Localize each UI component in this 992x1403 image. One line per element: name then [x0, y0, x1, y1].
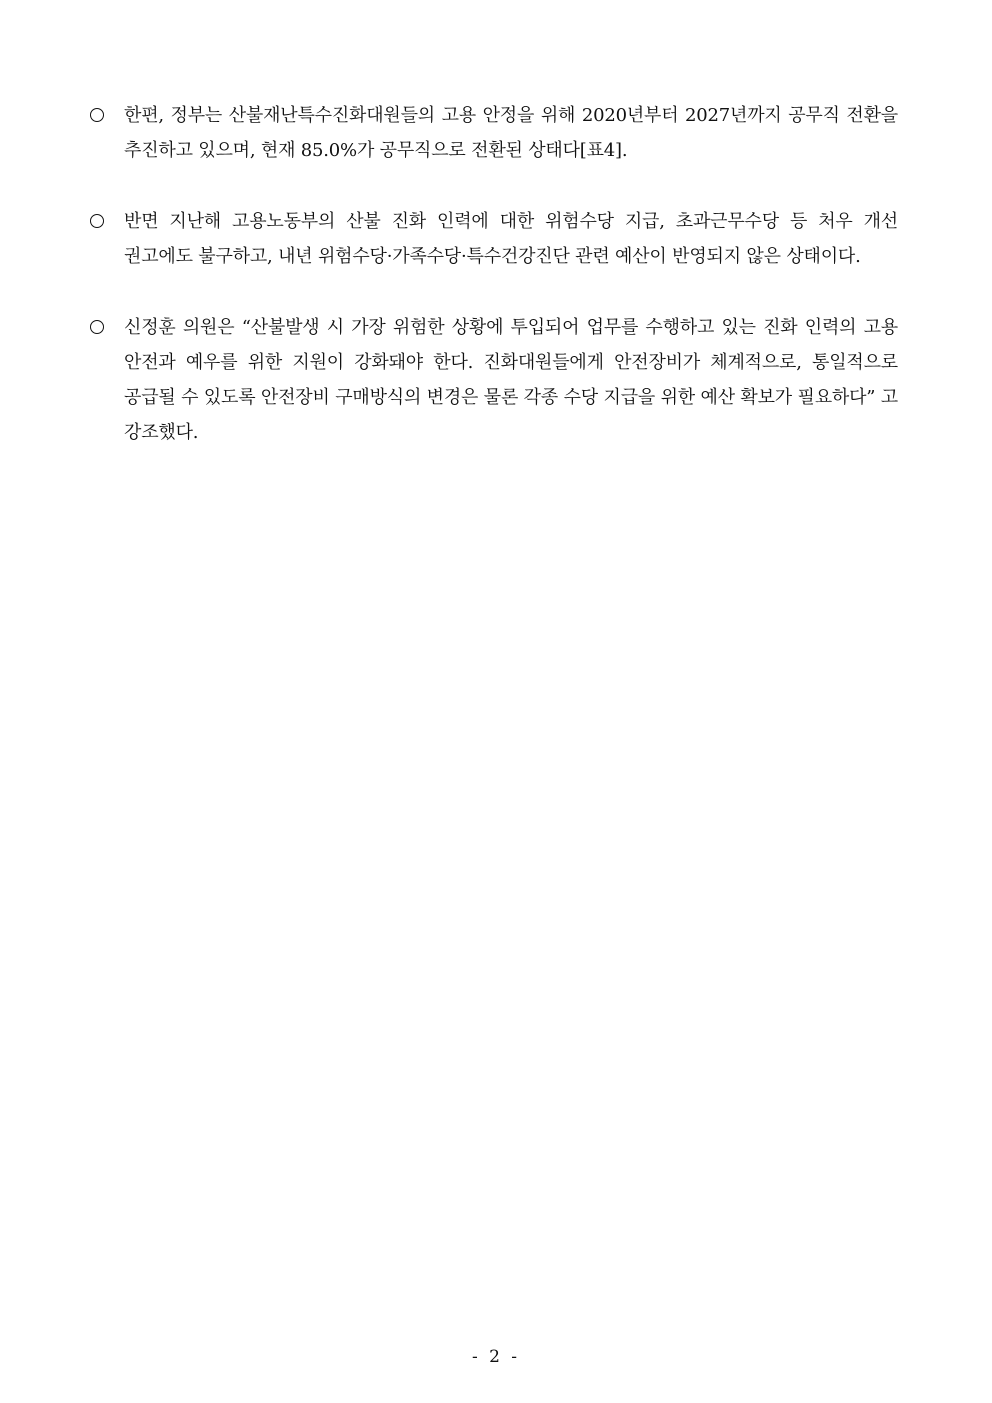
bullet-paragraph	[90, 204, 898, 274]
document-body	[90, 98, 898, 486]
bullet-paragraph	[90, 98, 898, 168]
paragraph-text: 신정훈 의원은 “산불발생 시 가장 위험한 상황에 투입되어 업무를 수행하고 있는 진화 인력의 고용 안전과 예우를 위한 지원이 강화돼야 한다. 진화대원들에게 안전장비가 체계적으로, 통일적으로 공급될 수 있도록 안전장비 구매방식의 변경은 물론 각종 수당 지급을 위한 예산 확보가 필요하다” 고 강조했다.	[124, 317, 898, 443]
page-number: - 2 -	[471, 1347, 521, 1367]
circle-bullet-icon	[90, 214, 104, 228]
paragraph-text: 한편, 정부는 산불재난특수진화대원들의 고용 안정을 위해 2020년부터 2027년까지 공무직 전환을 추진하고 있으며, 현재 85.0%가 공무직으로 전환된 상태다[표4].	[124, 105, 898, 161]
circle-bullet-icon	[90, 108, 104, 122]
paragraph-text: 반면 지난해 고용노동부의 산불 진화 인력에 대한 위험수당 지급, 초과근무수당 등 처우 개선 권고에도 불구하고, 내년 위험수당·가족수당·특수건강진단 관련 예산이 반영되지 않은 상태이다.	[124, 211, 898, 267]
circle-bullet-icon	[90, 320, 104, 334]
bullet-paragraph	[90, 310, 898, 450]
